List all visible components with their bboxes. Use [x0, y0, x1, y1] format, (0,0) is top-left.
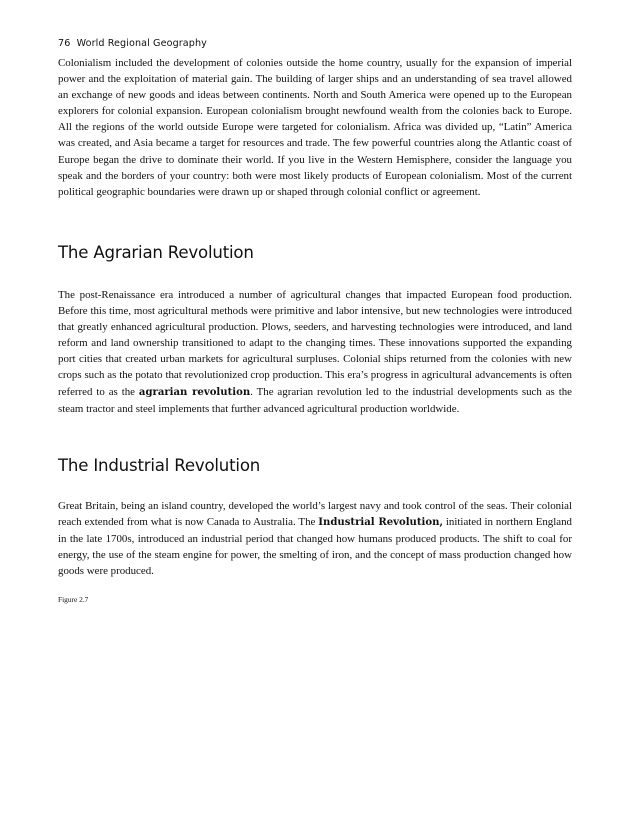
paragraph-industrial-revolution — [58, 498, 572, 579]
agrarian-text-end: . The agrarian revolution led to the industrial developments such as the steam tractor and steel implements that further advanced agricultural production worldwide. — [58, 385, 572, 415]
paragraph-colonialism: Colonialism included the development of colonies outside the home country, usually for the expansion of imperial power and the exploitation of material gain. The building of larger ships and an understanding of sea travel allowed an exchange of new goods and ideas between continents. North and South America were opened up to the European explorers for colonial expansion. European colonialism brought newfound wealth from the colonies back to Europe. All the regions of the world outside Europe were targeted for colonialism. Africa was divided up, “Latin” America was created, and Asia became a target for resources and trade. The few powerful countries along the Atlantic coast of Europe began the drive to dominate their world. If you live in the Western Hemisphere, consider the language you speak and the borders of your country: both were most likely products of European colonialism. Most of the current political geographic boundaries were drawn up or shaped through colonial conflict or agreement. — [58, 57, 572, 198]
industrial-revolution-term: Industrial Revolution, — [318, 517, 443, 529]
industrial-text-start: Great Britain, being an island country, developed the world’s largest navy and took control of the seas. Their colonial reach extended from what is now Canada to Australia. The — [58, 500, 572, 529]
paragraph-agrarian-revolution — [58, 287, 572, 417]
industrial-text-end: initiated in northern England in the late 1700s, introduced an industrial period that changed how humans produced products. The shift to coal for energy, the use of the steam engine for power, the smelting of iron, and the concept of mass production changed how goods were produced. — [58, 516, 572, 578]
figure-caption: Figure 2.7 — [58, 595, 89, 604]
page-number: 76 — [58, 38, 71, 49]
agrarian-text-start: The post-Renaissance era introduced a number of agricultural changes that impacted European food production. Before this time, most agricultural methods were primitive and labor intensive, but new technologies were introduced that greatly enhanced agricultural production. Plows, seeders, and harvesting technologies were introduced, and land reform and land ownership transitioned to adapt to the changing times. These innovations supported the expanding port cities that created urban markets for agricultural surpluses. Colonial ships returned from the colonies with new crops such as the potato that revolutionized crop production. This era’s progress in agricultural advancements is often referred to as the — [58, 289, 572, 398]
book-title: World Regional Geography — [76, 38, 207, 49]
agrarian-revolution-term: agrarian revolution — [138, 386, 251, 398]
running-header — [58, 38, 207, 49]
heading-agrarian-revolution: The Agrarian Revolution — [58, 243, 254, 262]
heading-industrial-revolution: The Industrial Revolution — [58, 456, 261, 475]
